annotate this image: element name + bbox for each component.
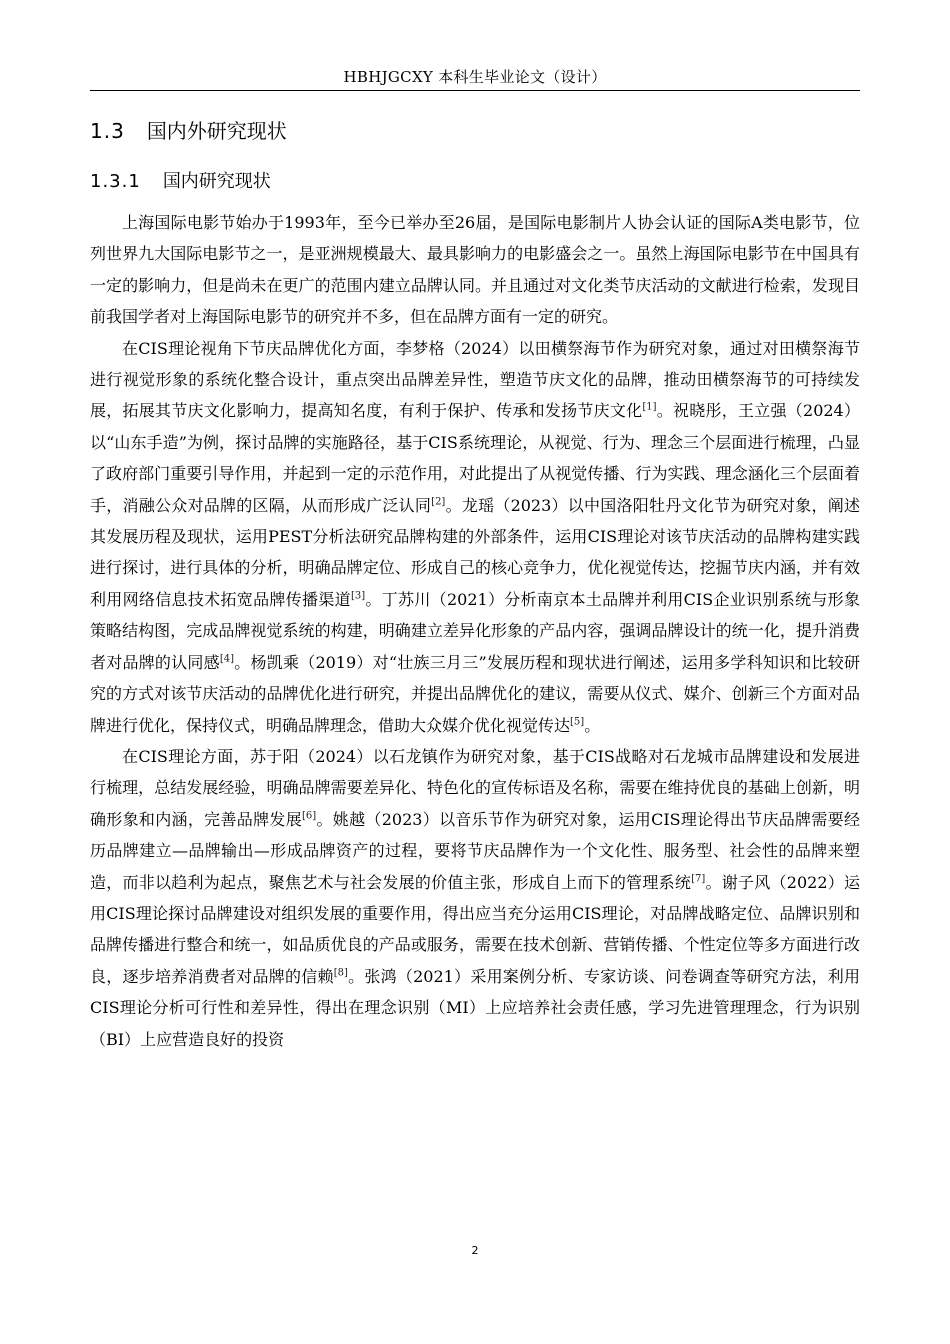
section-number: 1.3	[90, 119, 125, 143]
citation-ref[interactable]: [5]	[570, 716, 585, 728]
section-heading	[90, 118, 287, 144]
paragraph-text: 上海国际电影节始办于1993年，至今已举办至26届，是国际电影制片人协会认证的国际A类电影节，位列世界九大国际电影节之一，是亚洲规模最大、最具影响力的电影盛会之一。虽然上海国际电影节在中国具有一定的影响力，但是尚未在更广的范围内建立品牌认同。并且通过对文化类节庆活动的文献进行检索，发现目前我国学者对上海国际电影节的研究并不多，但在品牌方面有一定的研究。	[90, 213, 860, 327]
citation-ref[interactable]: [6]	[302, 810, 317, 822]
paragraph-text: 。杨凯乘（2019）对“壮族三月三”发展历程和现状进行阐述，运用多学科知识和比较研究的方式对该节庆活动的品牌优化进行研究，并提出品牌优化的建议，需要从仪式、媒介、创新三个方面对品牌进行优化，保持仪式，明确品牌理念，借助大众媒介优化视觉传达	[90, 652, 860, 735]
subsection-title: 国内研究现状	[162, 171, 271, 192]
paragraph-text: 在CIS理论视角下节庆品牌优化方面，李梦格（2024）以田横祭海节作为研究对象，通过对田横祭海节进行视觉形象的系统化整合设计，重点突出品牌差异性，塑造节庆文化的品牌，推动田横祭海节的可持续发展，拓展其节庆文化影响力，提高知名度，有利于保护、传承和发扬节庆文化	[90, 338, 860, 421]
paragraph-text: 。祝晓彤，王立强（2024）以“山东手造”为例，探讨品牌的实施路径，基于CIS系统理论，从视觉、行为、理念三个层面进行梳理，凸显了政府部门重要引导作用，并起到一定的示范作用，对此提出了从视觉传播、行为实践、理念涵化三个层面着手，消融公众对品牌的区隔，从而形成广泛认同	[90, 401, 860, 515]
subsection-number: 1.3.1	[90, 171, 141, 192]
page-number: 2	[471, 1244, 479, 1257]
citation-ref[interactable]: [1]	[642, 402, 657, 414]
paragraph-text: 。姚越（2023）以音乐节作为研究对象，运用CIS理论得出节庆品牌需要经历品牌建立—品牌输出—形成品牌资产的过程，要将节庆品牌作为一个文化性、服务型、社会性的品牌来塑造，而非以趋利为起点，聚焦艺术与社会发展的价值主张，形成自上而下的管理系统	[90, 809, 860, 892]
paragraph-text: 在CIS理论方面，苏于阳（2024）以石龙镇作为研究对象，基于CIS战略对石龙城市品牌建设和发展进行梳理，总结发展经验，明确品牌需要差异化、特色化的宣传标语及名称，需要在维持优良的基础上创新，明确形象和内涵，完善品牌发展	[90, 746, 860, 829]
paragraph-text: 。丁苏川（2021）分析南京本土品牌并利用CIS企业识别系统与形象策略结构图，完成品牌视觉系统的构建，明确建立差异化形象的产品内容，强调品牌设计的统一化，提升消费者对品牌的认同感	[90, 589, 860, 672]
body-paragraph	[90, 333, 860, 741]
citation-ref[interactable]: [3]	[350, 590, 366, 602]
citation-ref[interactable]: [7]	[691, 873, 706, 885]
body-text	[90, 207, 860, 1055]
running-header: HBHJGCXY 本科生毕业论文（设计）	[343, 68, 607, 86]
body-paragraph	[90, 741, 860, 1055]
body-paragraph	[90, 207, 860, 333]
paragraph-text: 。	[584, 715, 601, 735]
paragraph-text: 。龙瑶（2023）以中国洛阳牡丹文化节为研究对象，阐述其发展历程及现状，运用PEST分析法研究品牌构建的外部条件，运用CIS理论对该节庆活动的品牌构建实践进行探讨，进行具体的分析，明确品牌定位、形成自己的核心竞争力，优化视觉传达，挖掘节庆内涵，并有效利用网络信息技术拓宽品牌传播渠道	[90, 495, 860, 609]
subsection-heading	[90, 170, 271, 194]
citation-ref[interactable]: [2]	[431, 496, 446, 508]
header-rule	[90, 90, 860, 91]
paragraph-text: 。谢子风（2022）运用CIS理论探讨品牌建设对组织发展的重要作用，得出应当充分运用CIS理论，对品牌战略定位、品牌识别和品牌传播进行整合和统一，如品质优良的产品或服务，需要在技术创新、营销传播、个性定位等多方面进行改良，逐步培养消费者对品牌的信赖	[90, 872, 860, 986]
citation-ref[interactable]: [4]	[219, 653, 235, 665]
section-title: 国内外研究现状	[146, 119, 287, 143]
paragraph-text: 。张鸿（2021）采用案例分析、专家访谈、问卷调查等研究方法，利用CIS理论分析可行性和差异性，得出在理念识别（MI）上应培养社会责任感，学习先进管理理念，行为识别（BI）上应营造良好的投资	[90, 966, 860, 1049]
citation-ref[interactable]: [8]	[333, 967, 348, 979]
